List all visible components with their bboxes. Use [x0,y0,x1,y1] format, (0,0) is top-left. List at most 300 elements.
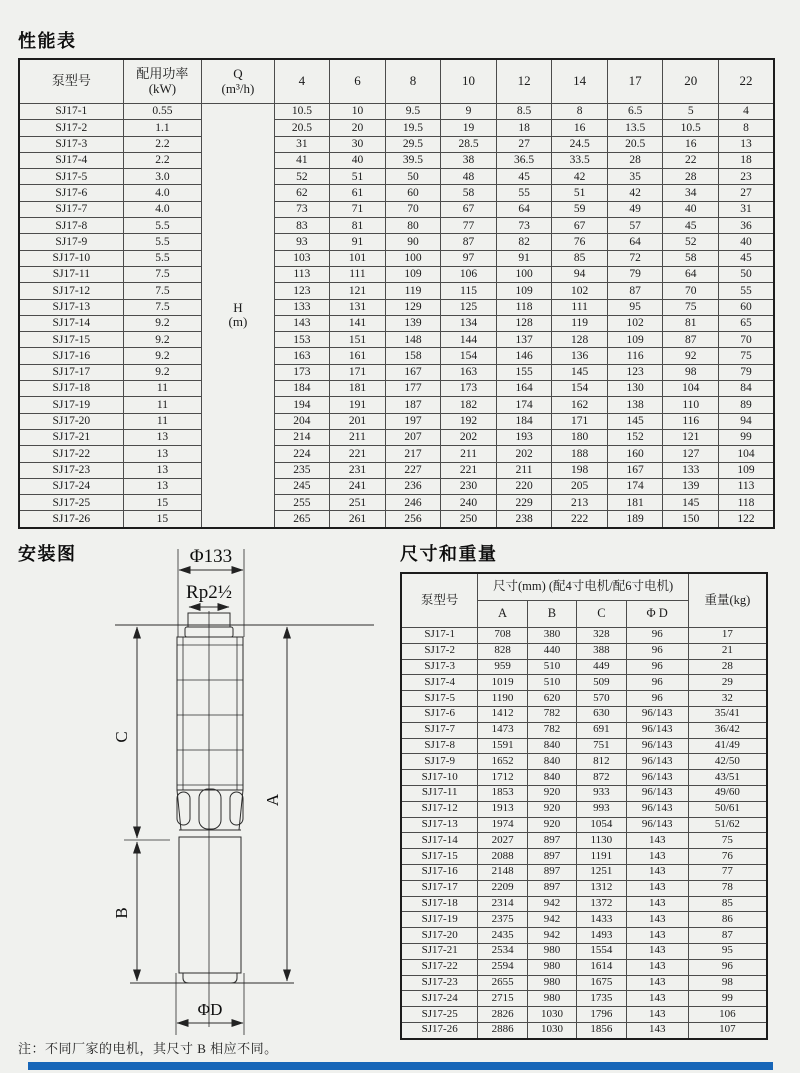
head-value-cell: 38 [441,152,497,168]
head-value-cell: 31 [274,136,330,152]
size-value-cell: 2594 [478,959,527,975]
head-value-cell: 177 [385,381,441,397]
head-value-cell: 18 [496,120,552,136]
suction-slot [199,789,221,829]
pump-model-cell: SJ17-14 [401,833,478,849]
rated-power-cell: 7.5 [123,299,202,315]
head-value-cell: 104 [663,381,719,397]
head-value-cell: 75 [663,299,719,315]
head-value-cell: 137 [496,332,552,348]
weight-value-cell: 85 [688,896,767,912]
pump-model-cell: SJ17-16 [401,864,478,880]
size-value-cell: 1312 [577,880,626,896]
head-value-cell: 87 [607,283,663,299]
head-value-cell: 211 [441,446,497,462]
performance-row [19,299,774,315]
performance-header-row [19,59,774,104]
size-value-cell: 96/143 [626,754,688,770]
head-value-cell: 152 [607,429,663,445]
size-value-cell: 143 [626,991,688,1007]
head-value-cell: 28.5 [441,136,497,152]
head-value-cell: 160 [607,446,663,462]
size-value-cell: 942 [527,896,576,912]
head-value-cell: 42 [552,169,608,185]
head-value-cell: 121 [663,429,719,445]
pump-model-cell: SJ17-7 [19,201,123,217]
size-value-cell: 959 [478,659,527,675]
size-value-cell: 980 [527,975,576,991]
head-value-cell: 158 [385,348,441,364]
size-value-cell: 1191 [577,849,626,865]
size-value-cell: 380 [527,628,576,644]
pump-model-cell: SJ17-22 [401,959,478,975]
pump-model-cell: SJ17-19 [19,397,123,413]
head-value-cell: 184 [496,413,552,429]
pump-body [177,637,243,790]
head-value-cell: 240 [441,495,497,511]
size-value-cell: 691 [577,722,626,738]
head-value-cell: 130 [607,381,663,397]
pump-model-cell: SJ17-9 [19,234,123,250]
size-value-cell: 143 [626,912,688,928]
head-value-cell: 113 [274,266,330,282]
head-value-cell: 123 [274,283,330,299]
head-value-cell: 8 [552,104,608,120]
dimensions-row [401,754,767,770]
size-value-cell: 1554 [577,943,626,959]
head-value-cell: 134 [441,315,497,331]
head-value-cell: 174 [607,478,663,494]
size-value-cell: 143 [626,1007,688,1023]
head-value-cell: 77 [441,218,497,234]
pump-model-cell: SJ17-6 [19,185,123,201]
head-value-cell: 171 [330,364,386,380]
performance-row [19,283,774,299]
head-value-cell: 13.5 [607,120,663,136]
head-value-cell: 155 [496,364,552,380]
head-value-cell: 9 [441,104,497,120]
size-value-cell: 96/143 [626,801,688,817]
performance-row [19,169,774,185]
weight-value-cell: 95 [688,943,767,959]
size-value-cell: 1675 [577,975,626,991]
head-value-cell: 116 [663,413,719,429]
head-value-cell: 202 [441,429,497,445]
rated-power-cell: 15 [123,495,202,511]
size-value-cell: 980 [527,991,576,1007]
pump-model-cell: SJ17-10 [401,770,478,786]
pump-model-cell: SJ17-24 [19,478,123,494]
size-value-cell: 510 [527,675,576,691]
head-value-cell: 36.5 [496,152,552,168]
head-value-cell: 52 [663,234,719,250]
head-value-cell: 81 [330,218,386,234]
head-value-cell: 73 [496,218,552,234]
size-value-cell: 872 [577,770,626,786]
head-value-cell: 213 [552,495,608,511]
head-value-cell: 109 [385,266,441,282]
head-value-cell: 94 [719,413,775,429]
head-value-cell: 246 [385,495,441,511]
size-value-cell: 2435 [478,928,527,944]
head-value-cell: 110 [663,397,719,413]
rated-power-cell: 9.2 [123,364,202,380]
head-value-cell: 75 [719,348,775,364]
head-value-cell: 55 [496,185,552,201]
size-value-cell: 828 [478,643,527,659]
size-value-cell: 2148 [478,864,527,880]
head-value-cell: 227 [385,462,441,478]
head-value-cell: 235 [274,462,330,478]
head-value-cell: 231 [330,462,386,478]
head-value-cell: 76 [552,234,608,250]
pump-model-cell: SJ17-21 [401,943,478,959]
rated-power-cell: 13 [123,478,202,494]
flow-column-header: 8 [385,59,441,104]
dimensions-row [401,1007,767,1023]
weight-value-cell: 106 [688,1007,767,1023]
head-value-cell: 224 [274,446,330,462]
flow-column-header: 14 [552,59,608,104]
flow-column-header: 10 [441,59,497,104]
head-value-cell: 211 [496,462,552,478]
dimensions-row [401,1022,767,1038]
performance-row [19,332,774,348]
size-column-header: B [527,601,576,628]
size-value-cell: 897 [527,880,576,896]
size-value-cell: 96/143 [626,770,688,786]
head-value-cell: 16 [552,120,608,136]
size-value-cell: 942 [527,912,576,928]
weight-header: 重量(kg) [688,573,767,628]
head-value-cell: 35 [607,169,663,185]
head-value-cell: 164 [496,381,552,397]
head-value-cell: 184 [274,381,330,397]
head-value-cell: 205 [552,478,608,494]
head-value-cell: 39.5 [385,152,441,168]
size-value-cell: 630 [577,706,626,722]
head-value-cell: 93 [274,234,330,250]
dimensions-row [401,659,767,675]
weight-value-cell: 87 [688,928,767,944]
dimensions-row [401,880,767,896]
dimensions-row [401,928,767,944]
head-value-cell: 123 [607,364,663,380]
pump-model-cell: SJ17-5 [401,691,478,707]
head-value-cell: 163 [441,364,497,380]
size-value-cell: 2314 [478,896,527,912]
pump-model-cell: SJ17-4 [19,152,123,168]
size-value-cell: 2088 [478,849,527,865]
head-value-cell: 33.5 [552,152,608,168]
thread-label: Rp2½ [186,582,232,603]
pump-model-cell: SJ17-10 [19,250,123,266]
head-value-cell: 51 [552,185,608,201]
head-value-cell: 102 [607,315,663,331]
size-value-cell: 840 [527,754,576,770]
head-value-cell: 27 [719,185,775,201]
bottom-diameter-label: ΦD [197,1000,223,1019]
size-value-cell: 96/143 [626,738,688,754]
head-value-cell: 101 [330,250,386,266]
flow-q-header: Q (m³/h) [202,59,274,104]
rated-power-cell: 13 [123,462,202,478]
dimensions-row [401,833,767,849]
size-value-cell: 96 [626,659,688,675]
head-value-cell: 128 [496,315,552,331]
head-value-cell: 10 [330,104,386,120]
rated-power-cell: 11 [123,397,202,413]
performance-row [19,446,774,462]
head-value-cell: 222 [552,511,608,528]
head-value-cell: 256 [385,511,441,528]
dim-c-label: C [112,731,131,743]
size-value-cell: 1030 [527,1007,576,1023]
head-value-cell: 58 [663,250,719,266]
dimensions-table [400,572,768,1040]
dimensions-row [401,643,767,659]
rated-power-cell: 5.5 [123,218,202,234]
size-value-cell: 812 [577,754,626,770]
size-value-cell: 1412 [478,706,527,722]
pump-model-cell: SJ17-2 [19,120,123,136]
rated-power-cell: 4.0 [123,185,202,201]
head-value-cell: 221 [441,462,497,478]
rated-power-cell: 1.1 [123,120,202,136]
flow-column-header: 6 [330,59,386,104]
flow-column-header: 4 [274,59,330,104]
size-value-cell: 920 [527,817,576,833]
pump-model-cell: SJ17-8 [401,738,478,754]
weight-value-cell: 78 [688,880,767,896]
performance-row [19,495,774,511]
dimensions-row [401,991,767,1007]
performance-row [19,234,774,250]
head-value-cell: 20.5 [607,136,663,152]
pump-model-cell: SJ17-9 [401,754,478,770]
size-value-cell: 2375 [478,912,527,928]
head-value-cell: 265 [274,511,330,528]
weight-value-cell: 77 [688,864,767,880]
dimensions-row [401,628,767,644]
pump-model-cell: SJ17-3 [401,659,478,675]
head-value-cell: 70 [663,283,719,299]
dimensions-row [401,722,767,738]
size-value-cell: 933 [577,785,626,801]
head-value-cell: 67 [441,201,497,217]
rated-power-cell: 4.0 [123,201,202,217]
dim-b-label: B [112,907,131,919]
performance-row [19,136,774,152]
weight-value-cell: 76 [688,849,767,865]
head-value-cell: 193 [496,429,552,445]
head-value-cell: 59 [552,201,608,217]
pump-model-cell: SJ17-25 [401,1007,478,1023]
dimensions-row [401,817,767,833]
performance-row [19,429,774,445]
rated-power-cell: 7.5 [123,283,202,299]
head-value-cell: 104 [719,446,775,462]
head-value-cell: 20.5 [274,120,330,136]
size-value-cell: 1735 [577,991,626,1007]
head-value-cell: 8 [719,120,775,136]
head-value-cell: 64 [607,234,663,250]
rated-power-cell: 9.2 [123,315,202,331]
dimensions-row [401,738,767,754]
performance-row [19,104,774,120]
head-value-cell: 197 [385,413,441,429]
size-value-cell: 96/143 [626,817,688,833]
size-value-cell: 2715 [478,991,527,1007]
head-value-cell: 5 [663,104,719,120]
dim-a-label: A [263,793,282,807]
head-value-cell: 100 [385,250,441,266]
head-value-cell: 109 [496,283,552,299]
head-value-cell: 187 [385,397,441,413]
head-value-cell: 9.5 [385,104,441,120]
size-value-cell: 509 [577,675,626,691]
head-value-cell: 60 [385,185,441,201]
head-value-cell: 42 [607,185,663,201]
size-value-cell: 143 [626,880,688,896]
head-value-cell: 139 [385,315,441,331]
pump-model-cell: SJ17-13 [401,817,478,833]
performance-row [19,381,774,397]
head-value-cell: 217 [385,446,441,462]
head-value-cell: 70 [385,201,441,217]
pump-model-cell: SJ17-20 [19,413,123,429]
head-value-cell: 81 [663,315,719,331]
head-unit-cell: H (m) [202,104,274,528]
pump-model-cell: SJ17-22 [19,446,123,462]
head-value-cell: 194 [274,397,330,413]
dimensions-header-row-1 [401,573,767,601]
head-value-cell: 220 [496,478,552,494]
head-value-cell: 40 [719,234,775,250]
head-value-cell: 97 [441,250,497,266]
head-value-cell: 229 [496,495,552,511]
head-value-cell: 109 [719,462,775,478]
head-value-cell: 22 [663,152,719,168]
size-value-cell: 96 [626,628,688,644]
head-value-cell: 100 [496,266,552,282]
rated-power-header: 配用功率 (kW) [123,59,202,104]
head-value-cell: 241 [330,478,386,494]
footnote: 注：不同厂家的电机，其尺寸 B 相应不同。 [18,1041,278,1056]
top-diameter-label: Φ133 [189,546,233,567]
size-value-cell: 1974 [478,817,527,833]
head-value-cell: 82 [496,234,552,250]
size-value-cell: 782 [527,706,576,722]
performance-row [19,250,774,266]
head-value-cell: 79 [719,364,775,380]
head-value-cell: 207 [385,429,441,445]
rated-power-cell: 11 [123,413,202,429]
pump-model-cell: SJ17-12 [19,283,123,299]
size-value-cell: 2534 [478,943,527,959]
performance-row [19,218,774,234]
head-value-cell: 87 [441,234,497,250]
weight-value-cell: 32 [688,691,767,707]
performance-row [19,462,774,478]
head-value-cell: 73 [274,201,330,217]
weight-value-cell: 28 [688,659,767,675]
head-value-cell: 111 [330,266,386,282]
head-value-cell: 255 [274,495,330,511]
size-value-cell: 920 [527,785,576,801]
head-value-cell: 204 [274,413,330,429]
installation-section-title: 安装图 [18,544,77,564]
size-value-cell: 620 [527,691,576,707]
dimensions-row [401,770,767,786]
head-value-cell: 118 [719,495,775,511]
pump-model-cell: SJ17-5 [19,169,123,185]
head-value-cell: 94 [552,266,608,282]
head-value-cell: 87 [663,332,719,348]
weight-value-cell: 43/51 [688,770,767,786]
size-value-cell: 2826 [478,1007,527,1023]
performance-row [19,364,774,380]
head-value-cell: 131 [330,299,386,315]
dimensions-row [401,864,767,880]
pump-model-cell: SJ17-17 [401,880,478,896]
size-value-cell: 2209 [478,880,527,896]
size-value-cell: 143 [626,943,688,959]
head-value-cell: 40 [663,201,719,217]
size-value-cell: 993 [577,801,626,817]
pump-model-cell: SJ17-15 [401,849,478,865]
size-value-cell: 510 [527,659,576,675]
pump-model-cell: SJ17-11 [19,266,123,282]
pump-model-cell: SJ17-3 [19,136,123,152]
flow-column-header: 12 [496,59,552,104]
head-value-cell: 150 [663,511,719,528]
size-value-cell: 1054 [577,817,626,833]
size-value-cell: 143 [626,896,688,912]
head-value-cell: 113 [719,478,775,494]
size-value-cell: 751 [577,738,626,754]
head-value-cell: 51 [330,169,386,185]
head-value-cell: 245 [274,478,330,494]
size-value-cell: 2027 [478,833,527,849]
size-value-cell: 96/143 [626,722,688,738]
performance-row [19,478,774,494]
head-value-cell: 31 [719,201,775,217]
dimensions-row [401,801,767,817]
weight-value-cell: 99 [688,991,767,1007]
size-value-cell: 1591 [478,738,527,754]
size-value-cell: 840 [527,770,576,786]
head-value-cell: 28 [663,169,719,185]
head-value-cell: 201 [330,413,386,429]
size-column-header: A [478,601,527,628]
performance-table [18,58,775,529]
size-column-header: C [577,601,626,628]
head-value-cell: 167 [607,462,663,478]
head-value-cell: 4 [719,104,775,120]
head-value-cell: 80 [385,218,441,234]
weight-value-cell: 51/62 [688,817,767,833]
size-value-cell: 143 [626,849,688,865]
head-value-cell: 64 [496,201,552,217]
head-value-cell: 121 [330,283,386,299]
head-value-cell: 145 [552,364,608,380]
head-value-cell: 146 [496,348,552,364]
head-value-cell: 52 [274,169,330,185]
head-value-cell: 65 [719,315,775,331]
head-value-cell: 154 [552,381,608,397]
weight-value-cell: 96 [688,959,767,975]
